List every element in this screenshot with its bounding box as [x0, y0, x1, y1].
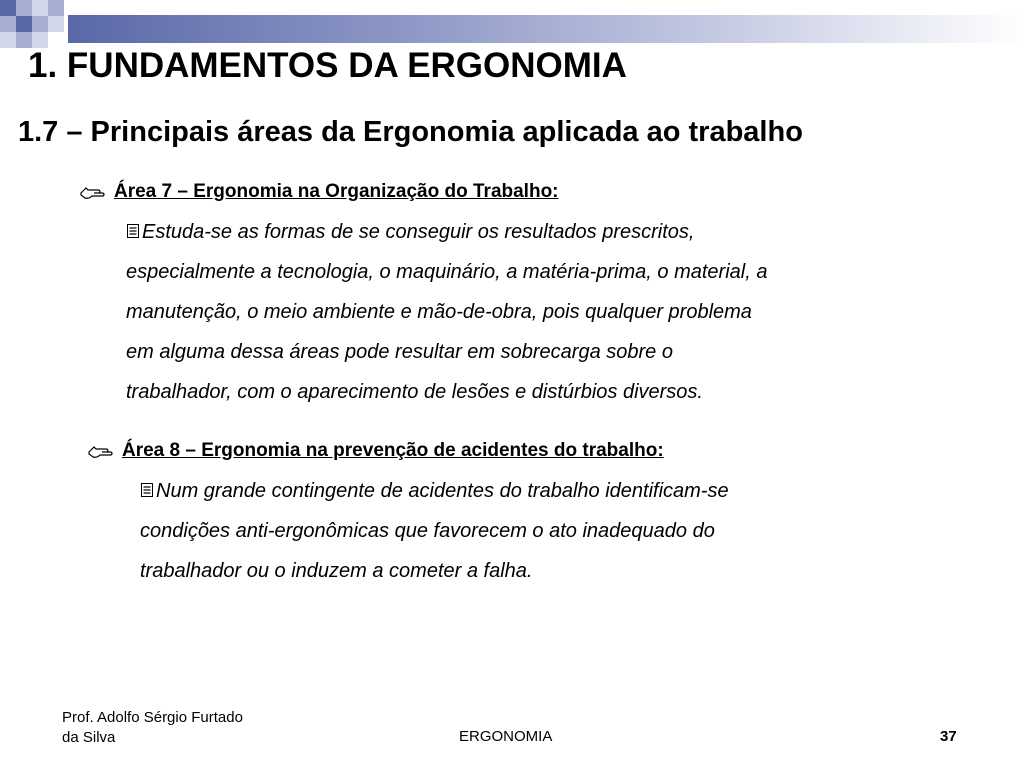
section-heading-row: [88, 437, 664, 465]
section-body-area-8: [140, 471, 980, 591]
pointing-hand-icon: [88, 441, 114, 461]
body-line: em alguma dessa áreas pode resultar em sobrecarga sobre o: [126, 341, 673, 363]
body-line: trabalhador ou o induzem a cometer a falha.: [140, 560, 533, 582]
deco-square: [0, 32, 16, 48]
list-bullet-icon: [126, 223, 140, 239]
deco-square: [32, 0, 48, 16]
deco-square: [16, 16, 32, 32]
deco-square: [48, 0, 64, 16]
section-heading: Área 7 – Ergonomia na Organização do Trabalho:: [114, 181, 559, 202]
body-line: especialmente a tecnologia, o maquinário, a matéria-prima, o material, a: [126, 261, 768, 283]
footer-author: [62, 708, 282, 748]
body-line: [126, 212, 986, 252]
deco-square: [16, 0, 32, 16]
slide-title: 1. FUNDAMENTOS DA ERGONOMIA: [28, 46, 627, 85]
page-number: 37: [940, 728, 957, 745]
section-body-area-7: [126, 212, 986, 412]
footer-author-line: Prof. Adolfo Sérgio Furtado: [62, 709, 243, 726]
header-gradient-bar: [68, 15, 1024, 43]
deco-square: [32, 16, 48, 32]
body-line: [140, 471, 980, 511]
body-line: condições anti-ergonômicas que favorecem o ato inadequado do: [140, 520, 715, 542]
list-bullet-icon: [140, 482, 154, 498]
body-line-text: Num grande contingente de acidentes do trabalho identificam-se: [156, 480, 729, 502]
section-area-8: [88, 437, 664, 465]
pointing-hand-icon: [80, 182, 106, 202]
body-line-text: Estuda-se as formas de se conseguir os resultados prescritos,: [142, 221, 695, 243]
body-line: trabalhador, com o aparecimento de lesões e distúrbios diversos.: [126, 381, 703, 403]
slide-subtitle: 1.7 – Principais áreas da Ergonomia aplicada ao trabalho: [18, 116, 803, 148]
deco-square: [0, 0, 16, 16]
body-line: manutenção, o meio ambiente e mão-de-obra, pois qualquer problema: [126, 301, 752, 323]
section-area-7: [80, 178, 559, 206]
section-heading-row: [80, 178, 559, 206]
footer-course: ERGONOMIA: [459, 728, 553, 745]
section-heading: Área 8 – Ergonomia na prevenção de acidentes do trabalho:: [122, 440, 664, 461]
deco-square: [48, 16, 64, 32]
footer-author-line: da Silva: [62, 729, 116, 746]
deco-square: [0, 16, 16, 32]
